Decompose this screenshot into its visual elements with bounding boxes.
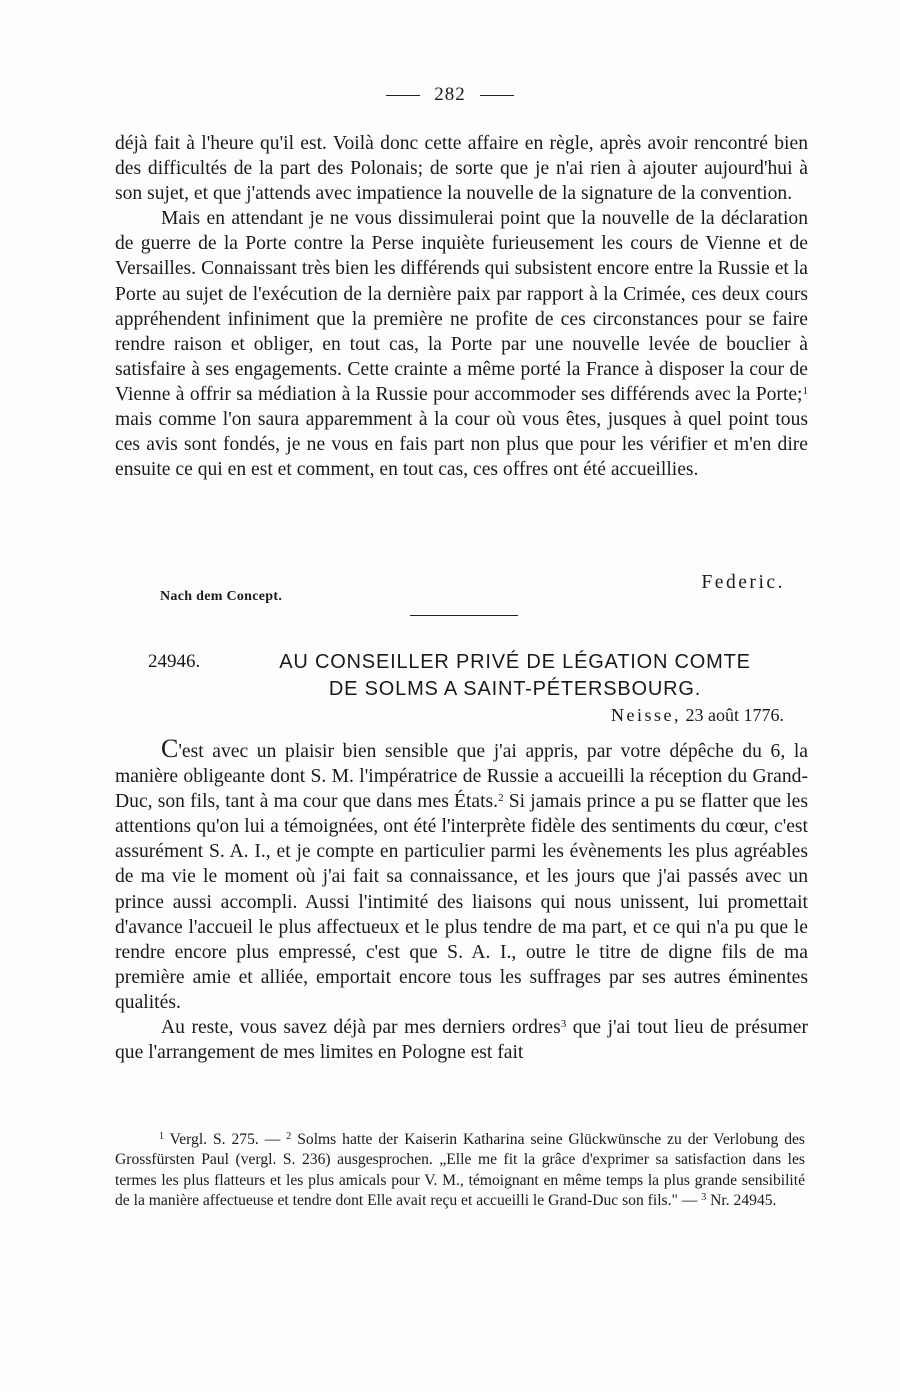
footnotes: [115, 1130, 805, 1211]
continued-letter-body: [115, 131, 808, 482]
section-divider: [410, 615, 518, 616]
dropcap: C: [161, 734, 179, 763]
source-note: Nach dem Concept.: [160, 589, 283, 604]
letter-paragraph-1: [115, 736, 808, 1015]
letter-paragraph-1-text-a: 'est avec un plaisir bien sensible que j'ai appris, par votre dépêche du 6, la manière obligeante dont S. M. l'impératrice de Russie a accueilli la réception du Grand-Duc, son fils, tant à ma cour que dans mes États.: [115, 741, 808, 813]
footnote-ref-1: 1: [802, 384, 808, 397]
letter-title: [245, 649, 785, 703]
continued-paragraph-2-text-cont: mais comme l'on saura apparemment à la cour où vous êtes, jusques à quel point tous ces avis sont fondés, je ne vous en fais part non plus que pour les vérifier et m'en dire ensuite ce qui en est et comment, en tout cas, ces offres ont été accueillies.: [115, 409, 808, 481]
footnote-ref-3: 3: [560, 1018, 567, 1031]
signature: Federic.: [701, 572, 785, 593]
page-header: [0, 84, 900, 106]
footnote-block: [115, 1130, 805, 1211]
footnote-text-2: Solms hatte der Kaiserin Katharina seine Glückwünsche zu der Verlobung des Grossfürsten Paul (vergl. S. 236) ausgesprochen. „Elle me fit la grâce d'exprimer sa satisfaction dans les termes les plus flatteurs et les plus amicals pour V. M., témoignant en même temps la plus grande sensibilité de la manière affectueuse et tendre dont Elle avait reçu et accueilli le Grand-Duc son fils." —: [115, 1131, 805, 1209]
page-number: 282: [434, 84, 466, 105]
letter-paragraph-2-text-b: que j'ai tout lieu de présumer que l'arrangement de mes limites en Pologne est fait: [115, 1017, 808, 1064]
footnote-mark-1: 1: [159, 1131, 164, 1142]
dateline-place: Neisse,: [611, 705, 681, 725]
header-dash-right: [480, 95, 514, 96]
footnote-text-3: Nr. 24945.: [706, 1191, 777, 1209]
footnote-mark-3: 3: [701, 1191, 707, 1203]
continued-paragraph-2: [115, 206, 808, 482]
dateline-date: 23 août 1776.: [685, 705, 784, 725]
letter-title-line-2: DE SOLMS A SAINT-PÉTERSBOURG.: [328, 678, 702, 700]
footnote-mark-2: 2: [286, 1131, 292, 1142]
footnote-ref-2: 2: [498, 792, 504, 805]
letter-number: 24946.: [148, 651, 201, 672]
new-letter-body: [115, 736, 808, 1065]
letter-paragraph-2-text-a: Au reste, vous savez déjà par mes derniers ordres: [161, 1017, 561, 1039]
footnote-text-1: Vergl. S. 275. —: [164, 1131, 287, 1148]
continued-paragraph-1: déjà fait à l'heure qu'il est. Voilà donc cette affaire en règle, après avoir rencontré bien des difficultés de la part des Polonais; de sorte que je n'ai rien à ajouter aujourd'hui à son sujet, et que j'attends avec impatience la nouvelle de la signature de la convention.: [115, 133, 808, 205]
dateline: [611, 705, 784, 726]
continued-paragraph-2-text: Mais en attendant je ne vous dissimulerai point que la nouvelle de la déclaration de guerre de la Porte contre la Perse inquiète furieusement les cours de Vienne et de Versailles. Connaissant très bien les différends qui subsistent encore entre la Russie et la Porte au sujet de l'exécution de la dernière paix par rapport à la Crimée, ces deux cours appréhendent infiniment que la première ne profite de ces circonstances pour se faire rendre raison et obliger, en tout cas, la Porte par une nouvelle levée de bouclier à satisfaire à ses engagements. Cette crainte a même porté la France à disposer la cour de Vienne à offrir sa médiation à la Russie pour accommoder ses différends avec la Porte;: [115, 208, 808, 405]
header-dash-left: [386, 95, 420, 96]
letter-title-line-1: AU CONSEILLER PRIVÉ DE LÉGATION COMTE: [279, 651, 751, 673]
letter-paragraph-1-text-b: Si jamais prince a pu se flatter que les attentions qu'on lui a témoignées, ont été l'interprète fidèle des sentiments du cœur, c'est assurément S. A. I., et je compte en particulier parmi les évènements les plus agréables de ma vie le moment où j'ai fait sa connaissance, et les jours que j'ai passés avec un prince aussi accompli. Aussi l'intimité des liaisons qui nous unissent, lui promettait d'avance l'accueil le plus affectueux et le plus tendre de ma part, et ce qui n'a pu que le rendre encore plus empressé, c'est que S. A. I., outre le titre de digne fils de ma première amie et alliée, emportait encore tous les suffrages par ses autres éminentes qualités.: [115, 791, 808, 1013]
letter-paragraph-2: [115, 1015, 808, 1065]
